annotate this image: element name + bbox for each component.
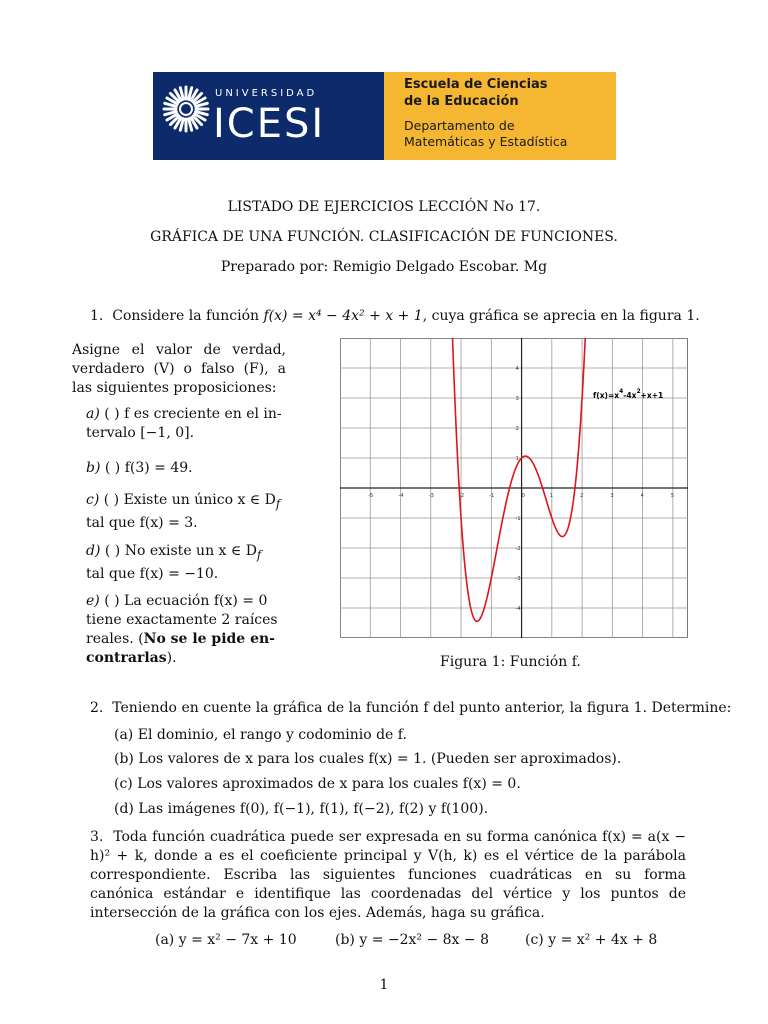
question-2-item-d: (d) Las imágenes f(0), f(−1), f(1), f(−2), f(2) y f(100). [114, 801, 489, 817]
y-tick-label: 3 [515, 396, 519, 402]
question-1-statement: 1. Considere la función f(x) = x⁴ − 4x² + x + 1, cuya gráfica se aprecia en la figura 1. [90, 308, 700, 324]
author-line: Preparado por: Remigio Delgado Escobar. Mg [220, 259, 548, 275]
y-tick-label: -2 [515, 546, 521, 552]
function-graph [340, 338, 688, 638]
y-tick-label: -3 [515, 576, 521, 582]
x-tick-label: -3 [428, 493, 434, 499]
question-3-item-c: (c) y = x² + 4x + 8 [525, 932, 658, 948]
question-3-item-a: (a) y = x² − 7x + 10 [155, 932, 297, 948]
x-tick-label: -5 [368, 493, 374, 499]
x-tick-label: -4 [398, 493, 404, 499]
y-tick-label: 4 [515, 366, 519, 372]
y-tick-label: -4 [515, 606, 521, 612]
x-tick-label: 3 [610, 493, 614, 499]
option-c: c) ( ) Existe un único x ∈ $D_f$ tal que f(x) = 3. [86, 492, 281, 531]
y-tick-label: -1 [515, 516, 521, 522]
x-tick-label: -2 [459, 493, 465, 499]
university-seal-icon [161, 84, 211, 134]
x-tick-label: 0 [521, 493, 525, 499]
x-tick-label: 1 [549, 493, 554, 499]
school-name: Escuela de Ciencias de la Educación [404, 77, 548, 109]
y-tick-label: 2 [515, 426, 519, 432]
question-3-statement: 3. Toda función cuadrática puede ser expresada en su forma canónica f(x) = a(x − h)² + k, donde a es el coeficiente principal y V(h, k) es el vértice de la parábola correspondiente. Escriba las siguientes funciones cuadráticas en su forma canónica estándar e identifique las coordenadas del vértice y los puntos de intersección de la gráfica con los ejes. Además, haga su gráfica. [90, 829, 687, 921]
institution-banner [153, 72, 616, 160]
document-subtitle: GRÁFICA DE UNA FUNCIÓN. CLASIFICACIÓN DE FUNCIONES. [150, 229, 618, 245]
question-2-item-c: (c) Los valores aproximados de x para los cuales f(x) = 0. [114, 776, 521, 792]
function-label: $f(x)=x^4-4x^2+x+1$ [593, 388, 664, 400]
y-tick-label: 1 [515, 456, 519, 462]
figure-caption: Figura 1: Función f. [440, 654, 581, 670]
page-number: 1 [379, 977, 389, 993]
x-tick-label: 4 [640, 493, 644, 499]
option-b: b) ( ) f(3) = 49. [86, 460, 193, 476]
question-2-statement: 2. Teniendo en cuente la gráfica de la función f del punto anterior, la figura 1. Determine: [90, 700, 732, 716]
x-tick-label: 5 [670, 493, 675, 499]
banner-logo-panel [153, 72, 384, 160]
option-e: e) ( ) La ecuación f(x) = 0 tiene exactamente 2 raíces reales. (No se le pide en- contrarlas). [86, 593, 278, 666]
department-name: Departamento de Matemáticas y Estadística [404, 118, 568, 149]
university-name-logo: ICESI [213, 101, 326, 147]
option-d: d) ( ) No existe un x ∈ $D_f$ tal que f(x) = −10. [86, 543, 262, 582]
option-a: a) ( ) f es creciente en el in- tervalo [−1, 0]. [86, 406, 282, 441]
question-3-item-b: (b) y = −2x² − 8x − 8 [335, 932, 489, 948]
question-2-item-a: (a) El dominio, el rango y codominio de f. [114, 727, 407, 743]
question-2-item-b: (b) Los valores de x para los cuales f(x) = 1. (Pueden ser aproximados). [114, 751, 622, 767]
document-title: LISTADO DE EJERCICIOS LECCIÓN No 17. [227, 199, 541, 215]
university-small-label: UNIVERSIDAD [215, 88, 318, 99]
x-tick-label: -1 [489, 493, 495, 499]
banner-school-panel [384, 72, 616, 160]
question-1-instructions: Asigne el valor de verdad, verdadero (V) o falso (F), a las siguientes proposiciones: [72, 342, 286, 396]
x-tick-label: 2 [580, 493, 584, 499]
